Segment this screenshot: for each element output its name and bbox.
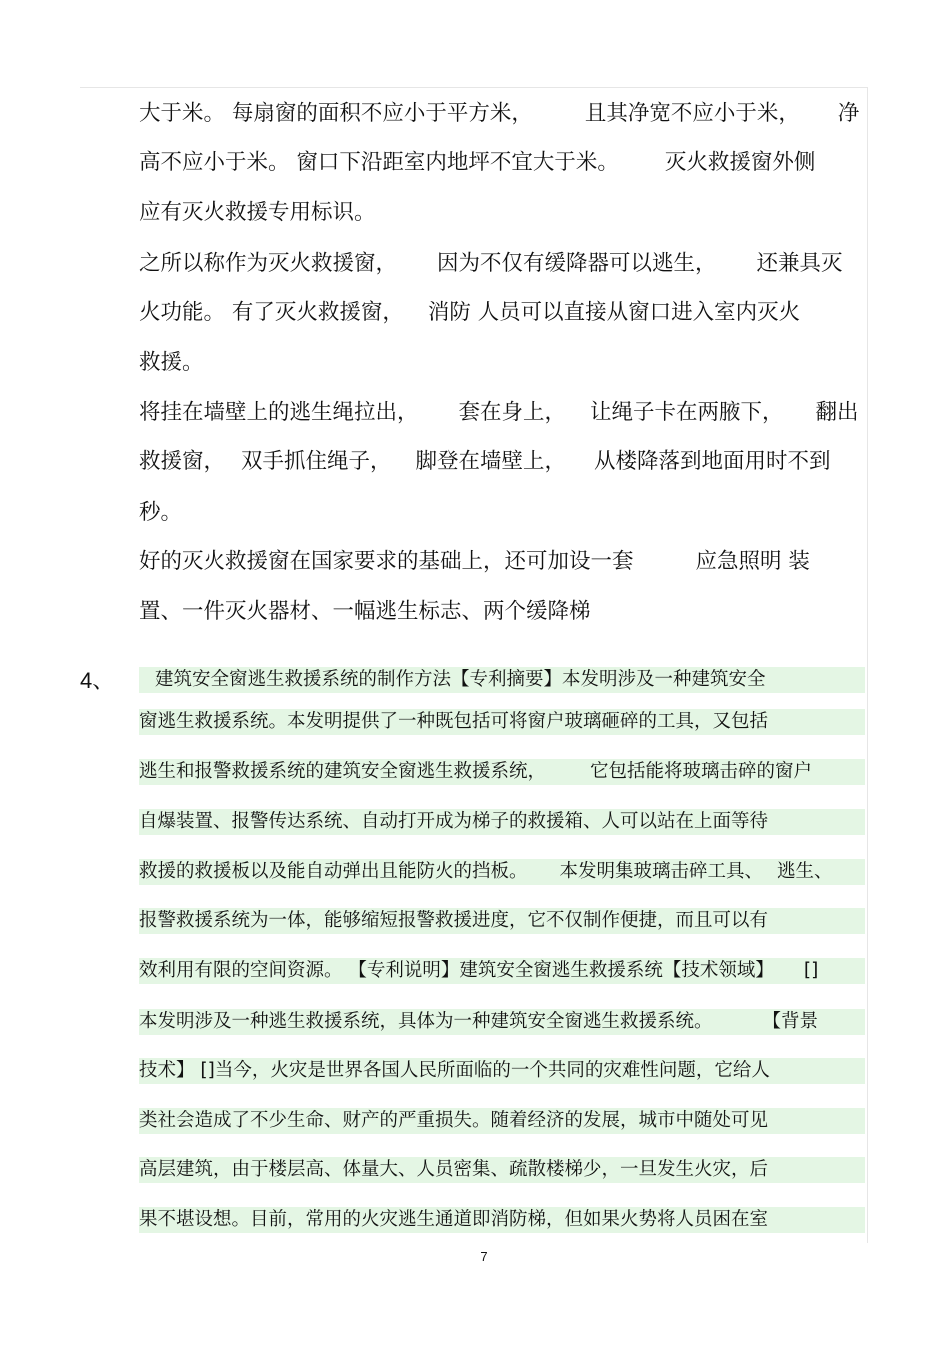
- page-border-right: [867, 87, 868, 1243]
- highlight-line: 类社会造成了不少生命、财产的严重损失。随着经济的发展，城市中随处可见: [139, 1110, 769, 1131]
- section-number: 4、: [80, 668, 115, 693]
- text-line: 置、一件灭火器材、一幅逃生标志、两个缓降梯: [139, 599, 591, 624]
- highlight-line: 果不堪设想。目前，常用的火灾逃生通道即消防梯，但如果火势将人员困在室: [139, 1209, 769, 1230]
- highlight-line: 建筑安全窗逃生救援系统的制作方法【专利摘要】本发明涉及一种建筑安全: [155, 669, 766, 690]
- highlight-line: 救援的救援板以及能自动弹出且能防火的挡板。 本发明集玻璃击碎工具、 逃生、: [139, 861, 833, 882]
- highlight-line: 自爆装置、报警传达系统、自动打开成为梯子的救援箱、人可以站在上面等待: [139, 811, 769, 832]
- highlight-line: 本发明涉及一种逃生救援系统，具体为一种建筑安全窗逃生救援系统。 【背景: [139, 1011, 819, 1032]
- page-number: 7: [480, 1249, 488, 1264]
- highlight-line: 效利用有限的空间资源。 【专利说明】建筑安全窗逃生救援系统【技术领域】 []: [139, 960, 819, 981]
- highlight-line: 技术】 []当今，火灾是世界各国人民所面临的一个共同的灾难性问题，它给人: [139, 1060, 770, 1081]
- text-line: 救援。: [139, 350, 204, 375]
- text-line: 火功能。 有了灭火救援窗， 消防 人员可以直接从窗口进入室内灭火: [139, 300, 801, 325]
- text-line: 将挂在墙壁上的逃生绳拉出， 套在身上， 让绳子卡在两腋下， 翻出: [139, 400, 859, 425]
- highlight-line: 报警救援系统为一体，能够缩短报警救援进度，它不仅制作便捷，而且可以有: [139, 910, 769, 931]
- text-line: 大于米。 每扇窗的面积不应小于平方米， 且其净宽不应小于米， 净: [139, 101, 860, 126]
- highlight-line: 逃生和报警救援系统的建筑安全窗逃生救援系统， 它包括能将玻璃击碎的窗户: [139, 761, 813, 782]
- text-line: 秒。: [139, 500, 183, 525]
- highlight-line: 高层建筑，由于楼层高、体量大、人员密集、疏散楼梯少，一旦发生火灾，后: [139, 1159, 769, 1180]
- text-line: 好的灭火救援窗在国家要求的基础上，还可加设一套 应急照明 装: [139, 549, 810, 574]
- text-line: 救援窗， 双手抓住绳子， 脚登在墙壁上， 从楼降落到地面用时不到: [139, 449, 831, 474]
- text-line: 高不应小于米。 窗口下沿距室内地坪不宜大于米。 灭火救援窗外侧: [139, 150, 816, 175]
- text-line: 之所以称作为灭火救援窗， 因为不仅有缓降器可以逃生， 还兼具灭: [139, 251, 843, 276]
- text-line: 应有灭火救援专用标识。: [139, 200, 376, 225]
- page-border-top: [80, 87, 868, 88]
- highlight-line: 窗逃生救援系统。本发明提供了一种既包括可将窗户玻璃砸碎的工具，又包括: [139, 711, 769, 732]
